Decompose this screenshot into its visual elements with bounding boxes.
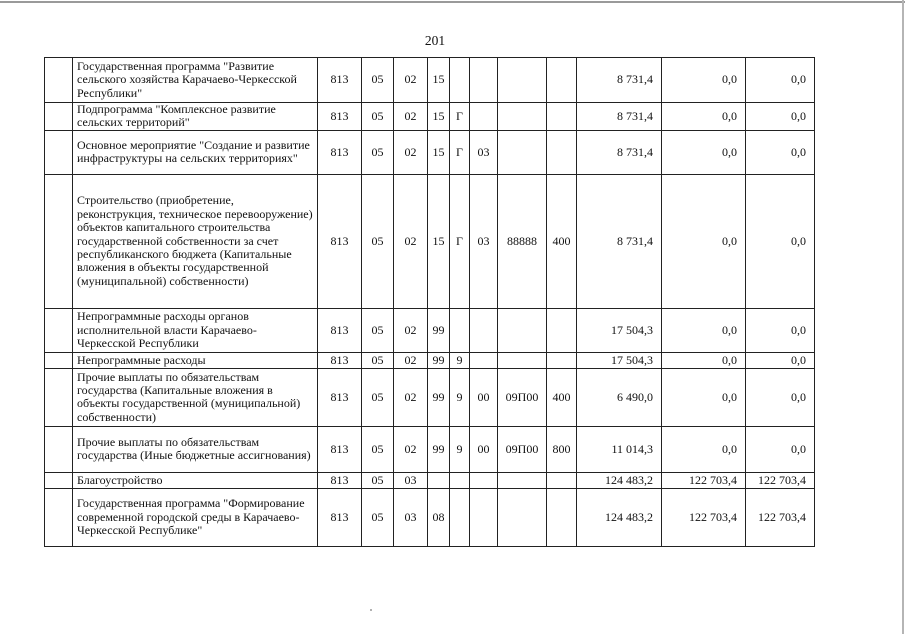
cell-v2: 0,0 (662, 103, 746, 131)
cell-c5 (450, 472, 470, 488)
cell-v1: 8 731,4 (577, 130, 662, 174)
row-number-cell (45, 368, 73, 426)
cell-c2: 05 (362, 368, 394, 426)
cell-c5: 9 (450, 426, 470, 472)
cell-v3: 0,0 (746, 130, 815, 174)
page-number: 201 (424, 33, 446, 48)
cell-c1: 813 (318, 58, 362, 103)
cell-c7 (498, 308, 547, 352)
cell-v2: 0,0 (662, 308, 746, 352)
cell-c6: 03 (470, 174, 498, 308)
cell-c4: 99 (428, 352, 450, 368)
cell-c3: 03 (394, 472, 428, 488)
cell-c2: 05 (362, 308, 394, 352)
cell-c8 (547, 352, 577, 368)
cell-c5 (450, 308, 470, 352)
cell-c3: 02 (394, 58, 428, 103)
cell-v2: 0,0 (662, 352, 746, 368)
cell-c6 (470, 58, 498, 103)
cell-c7 (498, 58, 547, 103)
cell-c1: 813 (318, 426, 362, 472)
cell-c4: 15 (428, 174, 450, 308)
cell-v3: 122 703,4 (746, 488, 815, 546)
cell-c4: 15 (428, 103, 450, 131)
row-number-cell (45, 58, 73, 103)
cell-c4: 99 (428, 368, 450, 426)
cell-v1: 124 483,2 (577, 472, 662, 488)
cell-c1: 813 (318, 308, 362, 352)
cell-c2: 05 (362, 472, 394, 488)
right-border-line (902, 0, 904, 634)
cell-c6: 00 (470, 426, 498, 472)
cell-c6 (470, 488, 498, 546)
cell-c3: 02 (394, 174, 428, 308)
top-border-line (0, 1, 905, 3)
row-number-cell (45, 308, 73, 352)
row-name-cell: Основное мероприятие "Создание и развитие инфраструктуры на сельских территориях" (73, 130, 318, 174)
row-name-cell: Благоустройство (73, 472, 318, 488)
cell-v2: 0,0 (662, 130, 746, 174)
cell-v3: 0,0 (746, 174, 815, 308)
row-number-cell (45, 426, 73, 472)
scan-speck (370, 609, 372, 611)
cell-c4 (428, 472, 450, 488)
row-number-cell (45, 174, 73, 308)
cell-c2: 05 (362, 130, 394, 174)
cell-c5 (450, 488, 470, 546)
row-number-cell (45, 472, 73, 488)
table-row (45, 368, 815, 426)
cell-c1: 813 (318, 472, 362, 488)
cell-c4: 15 (428, 58, 450, 103)
cell-v3: 0,0 (746, 103, 815, 131)
table-row (45, 352, 815, 368)
cell-v3: 0,0 (746, 352, 815, 368)
row-number-cell (45, 488, 73, 546)
cell-c5: Г (450, 103, 470, 131)
cell-c5: Г (450, 174, 470, 308)
cell-c7: 09П00 (498, 368, 547, 426)
cell-c1: 813 (318, 368, 362, 426)
cell-c3: 02 (394, 130, 428, 174)
cell-c7 (498, 488, 547, 546)
cell-c1: 813 (318, 488, 362, 546)
cell-c2: 05 (362, 426, 394, 472)
cell-v3: 0,0 (746, 426, 815, 472)
cell-c3: 02 (394, 308, 428, 352)
cell-c4: 15 (428, 130, 450, 174)
cell-c6 (470, 103, 498, 131)
row-name-cell: Строительство (приобретение, реконструкция, техническое перевооружение) объектов капитального строительства государственной собственности за счет республиканского бюджета (Капитальные вложения в объекты государственной (муниципальной) собственности) (73, 174, 318, 308)
cell-c3: 02 (394, 352, 428, 368)
row-number-cell (45, 130, 73, 174)
row-name-cell: Государственная программа "Формирование современной городской среды в Карачаево-Черкесской Республике" (73, 488, 318, 546)
cell-c5: Г (450, 130, 470, 174)
row-name-cell: Подпрограмма "Комплексное развитие сельских территорий" (73, 103, 318, 131)
cell-c4: 08 (428, 488, 450, 546)
cell-v1: 8 731,4 (577, 174, 662, 308)
cell-c3: 02 (394, 103, 428, 131)
cell-c7 (498, 130, 547, 174)
cell-c2: 05 (362, 58, 394, 103)
cell-c8 (547, 488, 577, 546)
cell-c4: 99 (428, 426, 450, 472)
cell-c7 (498, 103, 547, 131)
cell-c5: 9 (450, 368, 470, 426)
table-row (45, 130, 815, 174)
row-number-cell (45, 103, 73, 131)
cell-c8 (547, 308, 577, 352)
cell-v1: 17 504,3 (577, 308, 662, 352)
cell-c6 (470, 352, 498, 368)
cell-v3: 0,0 (746, 58, 815, 103)
table-row (45, 472, 815, 488)
cell-c6 (470, 472, 498, 488)
cell-c7: 88888 (498, 174, 547, 308)
cell-c1: 813 (318, 174, 362, 308)
cell-v3: 122 703,4 (746, 472, 815, 488)
cell-c1: 813 (318, 103, 362, 131)
cell-c2: 05 (362, 103, 394, 131)
cell-c5: 9 (450, 352, 470, 368)
cell-v2: 122 703,4 (662, 472, 746, 488)
cell-c3: 02 (394, 368, 428, 426)
table-row (45, 174, 815, 308)
cell-v1: 8 731,4 (577, 103, 662, 131)
cell-v1: 6 490,0 (577, 368, 662, 426)
cell-c2: 05 (362, 488, 394, 546)
cell-c8 (547, 472, 577, 488)
cell-v2: 122 703,4 (662, 488, 746, 546)
cell-c6: 00 (470, 368, 498, 426)
cell-c4: 99 (428, 308, 450, 352)
cell-c8 (547, 58, 577, 103)
cell-v2: 0,0 (662, 174, 746, 308)
cell-c6: 03 (470, 130, 498, 174)
cell-c5 (450, 58, 470, 103)
cell-v1: 124 483,2 (577, 488, 662, 546)
cell-c3: 03 (394, 488, 428, 546)
cell-c1: 813 (318, 130, 362, 174)
cell-v2: 0,0 (662, 58, 746, 103)
cell-v2: 0,0 (662, 368, 746, 426)
cell-c7 (498, 472, 547, 488)
cell-c8: 400 (547, 368, 577, 426)
cell-v3: 0,0 (746, 308, 815, 352)
cell-v1: 8 731,4 (577, 58, 662, 103)
cell-c8 (547, 130, 577, 174)
row-number-cell (45, 352, 73, 368)
cell-c8: 400 (547, 174, 577, 308)
cell-v3: 0,0 (746, 368, 815, 426)
cell-c8: 800 (547, 426, 577, 472)
table-row (45, 308, 815, 352)
cell-v1: 11 014,3 (577, 426, 662, 472)
cell-v2: 0,0 (662, 426, 746, 472)
row-name-cell: Непрограммные расходы (73, 352, 318, 368)
row-name-cell: Государственная программа "Развитие сельского хозяйства Карачаево-Черкесской Республики" (73, 58, 318, 103)
table-row (45, 103, 815, 131)
table-row (45, 488, 815, 546)
cell-c2: 05 (362, 352, 394, 368)
row-name-cell: Прочие выплаты по обязательствам государства (Иные бюджетные ассигнования) (73, 426, 318, 472)
budget-table (44, 57, 815, 547)
cell-v1: 17 504,3 (577, 352, 662, 368)
row-name-cell: Непрограммные расходы органов исполнительной власти Карачаево-Черкесской Республики (73, 308, 318, 352)
cell-c2: 05 (362, 174, 394, 308)
table-row (45, 426, 815, 472)
cell-c7 (498, 352, 547, 368)
row-name-cell: Прочие выплаты по обязательствам государства (Капитальные вложения в объекты государственной (муниципальной) собственности) (73, 368, 318, 426)
cell-c8 (547, 103, 577, 131)
cell-c1: 813 (318, 352, 362, 368)
cell-c6 (470, 308, 498, 352)
cell-c7: 09П00 (498, 426, 547, 472)
cell-c3: 02 (394, 426, 428, 472)
table-row (45, 58, 815, 103)
